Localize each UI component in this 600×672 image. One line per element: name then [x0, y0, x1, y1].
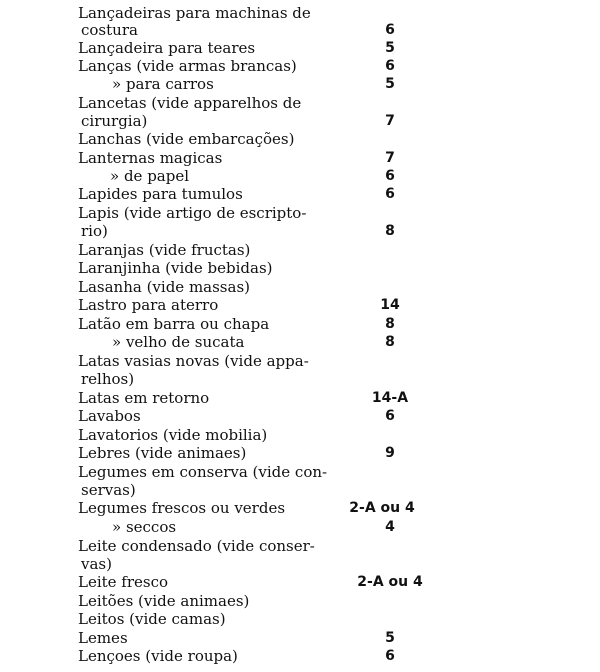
entry-term: Lavatorios (vide mobilia)	[78, 426, 268, 444]
index-entry	[0, 629, 600, 647]
entry-code: 8	[385, 316, 395, 332]
index-entry	[0, 167, 600, 185]
entry-code: 14-A	[371, 390, 409, 406]
entry-term: relhos)	[81, 370, 135, 388]
index-entry	[0, 4, 600, 22]
entry-term: Lençoes (vide roupa)	[78, 647, 238, 665]
index-entry	[0, 573, 600, 591]
entry-code: 2-A ou 4	[357, 574, 423, 590]
entry-term: rio)	[81, 222, 108, 240]
entry-term: Lanças (vide armas brancas)	[78, 57, 297, 75]
entry-term: Legumes em conserva (vide con-	[78, 463, 328, 481]
index-entry	[0, 130, 600, 148]
entry-term: » de papel	[110, 167, 190, 185]
entry-term: Latas em retorno	[78, 389, 210, 407]
index-entry	[0, 426, 600, 444]
entry-term: Lavabos	[78, 407, 141, 425]
entry-term: Leite fresco	[78, 573, 169, 591]
entry-code: 8	[385, 334, 395, 350]
entry-code: 5	[385, 630, 395, 646]
entry-term: Lanchas (vide embarcações)	[78, 130, 295, 148]
entry-term: Leitos (vide camas)	[78, 610, 226, 628]
entry-term: costura	[81, 21, 138, 39]
index-entry	[0, 278, 600, 296]
entry-term: servas)	[81, 481, 136, 499]
entry-code: 6	[385, 168, 395, 184]
entry-term: Lançadeiras para machinas de	[78, 4, 311, 22]
index-entry	[0, 389, 600, 407]
index-entry	[0, 444, 600, 462]
entry-code: 7	[385, 150, 395, 166]
index-entry	[0, 149, 600, 167]
index-entry	[0, 499, 600, 517]
entry-term: Lapis (vide artigo de escripto-	[78, 204, 307, 222]
entry-code: 9	[385, 445, 395, 461]
entry-term: » velho de sucata	[112, 333, 245, 351]
index-entry	[0, 481, 600, 499]
entry-code: 14	[380, 297, 400, 313]
index-entry	[0, 296, 600, 314]
entry-code: 8	[385, 223, 395, 239]
entry-term: Lançadeira para teares	[78, 39, 256, 57]
index-entry	[0, 370, 600, 388]
index-entry	[0, 333, 600, 351]
index-entry	[0, 222, 600, 240]
index-entry	[0, 352, 600, 370]
entry-term: » para carros	[112, 75, 214, 93]
entry-code: 6	[385, 22, 395, 38]
entry-code: 2-A ou 4	[349, 500, 415, 516]
entry-code: 6	[385, 58, 395, 74]
entry-term: Laranjinha (vide bebidas)	[78, 259, 273, 277]
entry-code: 6	[385, 648, 395, 664]
entry-term: Leitões (vide animaes)	[78, 592, 250, 610]
index-entry	[0, 610, 600, 628]
index-entry	[0, 537, 600, 555]
index-entry	[0, 204, 600, 222]
index-entry	[0, 259, 600, 277]
index-entry	[0, 241, 600, 259]
entry-term: Lancetas (vide apparelhos de	[78, 94, 302, 112]
index-entry	[0, 112, 600, 130]
index-entry	[0, 94, 600, 112]
index-entry	[0, 463, 600, 481]
index-entry	[0, 39, 600, 57]
entry-term: Lasanha (vide massas)	[78, 278, 251, 296]
index-entry	[0, 647, 600, 665]
entry-term: Latão em barra ou chapa	[78, 315, 270, 333]
index-entry	[0, 21, 600, 39]
entry-term: Lanternas magicas	[78, 149, 223, 167]
entry-term: vas)	[81, 555, 112, 573]
entry-term: » seccos	[112, 518, 177, 536]
entry-term: Laranjas (vide fructas)	[78, 241, 251, 259]
entry-code: 4	[385, 519, 395, 535]
entry-term: Lapides para tumulos	[78, 185, 243, 203]
index-entry	[0, 57, 600, 75]
entry-code: 7	[385, 113, 395, 129]
entry-term: Lebres (vide animaes)	[78, 444, 247, 462]
index-entry	[0, 518, 600, 536]
entry-code: 5	[385, 40, 395, 56]
index-entry	[0, 185, 600, 203]
index-entry	[0, 75, 600, 93]
entry-term: Lemes	[78, 629, 128, 647]
entry-code: 6	[385, 408, 395, 424]
index-entry	[0, 315, 600, 333]
entry-term: cirurgia)	[81, 112, 148, 130]
index-entry	[0, 407, 600, 425]
entry-code: 5	[385, 76, 395, 92]
entry-code: 6	[385, 186, 395, 202]
entry-term: Leite condensado (vide conser-	[78, 537, 315, 555]
entry-term: Lastro para aterro	[78, 296, 219, 314]
entry-term: Latas vasias novas (vide appa-	[78, 352, 309, 370]
index-entry	[0, 555, 600, 573]
index-entry	[0, 592, 600, 610]
entry-term: Legumes frescos ou verdes	[78, 499, 286, 517]
